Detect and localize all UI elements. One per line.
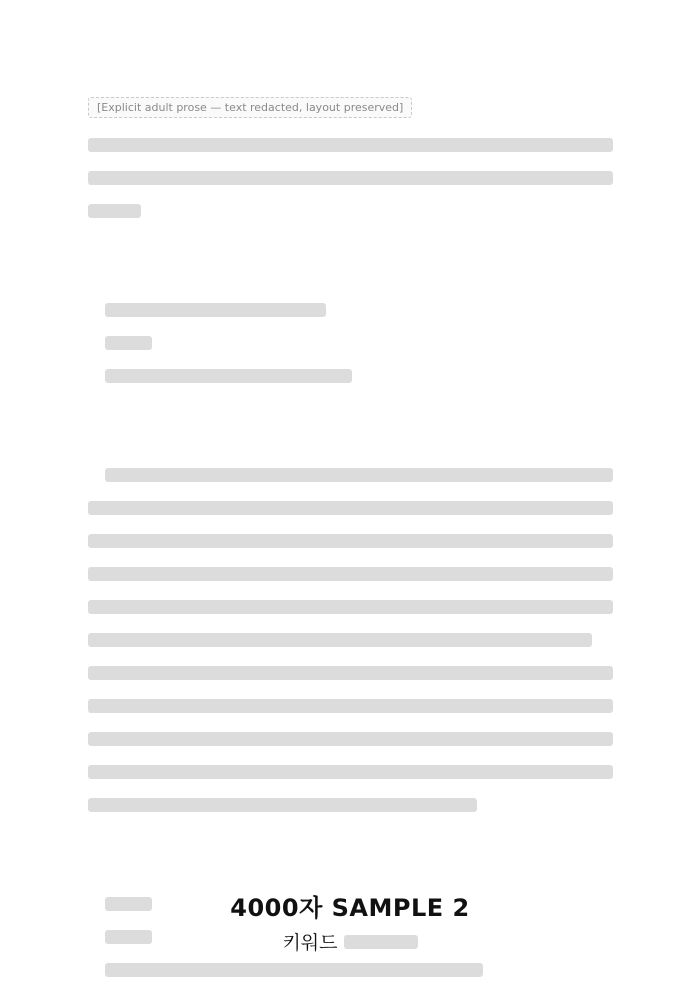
text-line-row [88, 689, 613, 722]
paragraph-2 [88, 458, 613, 821]
paragraph-gap [88, 392, 613, 425]
footer-keyword-line [0, 928, 700, 955]
redacted-text-line [88, 798, 477, 812]
body-text-area [88, 96, 613, 986]
text-line-row [88, 590, 613, 623]
text-line-row [88, 359, 613, 392]
paragraph-gap [88, 821, 613, 854]
redacted-text-line [88, 534, 613, 548]
redacted-text-line [88, 699, 613, 713]
text-line-row [88, 326, 613, 359]
text-line-row [88, 656, 613, 689]
redacted-text-line [105, 468, 613, 482]
redacted-text-line [88, 138, 613, 152]
text-line-row [88, 755, 613, 788]
text-line-row [88, 293, 613, 326]
text-line-row [88, 953, 613, 986]
footer-sample-title: 4000자 SAMPLE 2 [230, 894, 470, 922]
paragraph-gap [88, 425, 613, 458]
redacted-text-line [105, 336, 152, 350]
redacted-text-line [105, 369, 352, 383]
text-line-row [88, 788, 613, 821]
redacted-text-line [105, 303, 326, 317]
text-line-row [88, 557, 613, 590]
footer-keyword-prefix: 키워드 [282, 932, 338, 954]
redacted-text-line [105, 963, 483, 977]
redacted-text-line [88, 567, 613, 581]
redacted-text-line [88, 666, 613, 680]
text-blocks [88, 128, 613, 986]
paragraph-gap [88, 260, 613, 293]
text-line-row [88, 194, 613, 227]
text-line-row [88, 161, 613, 194]
redaction-notice: [Explicit adult prose — text redacted, layout preserved] [88, 97, 412, 118]
redacted-text-line [88, 732, 613, 746]
text-line-row [88, 722, 613, 755]
dialogue-1 [88, 293, 613, 392]
redacted-text-line [88, 765, 613, 779]
redacted-text-line [88, 600, 613, 614]
text-line-row [88, 458, 613, 491]
redacted-text-line [88, 204, 141, 218]
text-line-row [88, 623, 613, 656]
redacted-text-line [88, 633, 592, 647]
redacted-text-line [88, 501, 613, 515]
text-line-row [88, 491, 613, 524]
paragraph-gap [88, 854, 613, 887]
text-line-row [88, 128, 613, 161]
footer-keyword-redacted [344, 935, 418, 949]
paragraph-gap [88, 227, 613, 260]
redacted-text-line [88, 171, 613, 185]
text-line-row [88, 524, 613, 557]
paragraph-1 [88, 128, 613, 227]
